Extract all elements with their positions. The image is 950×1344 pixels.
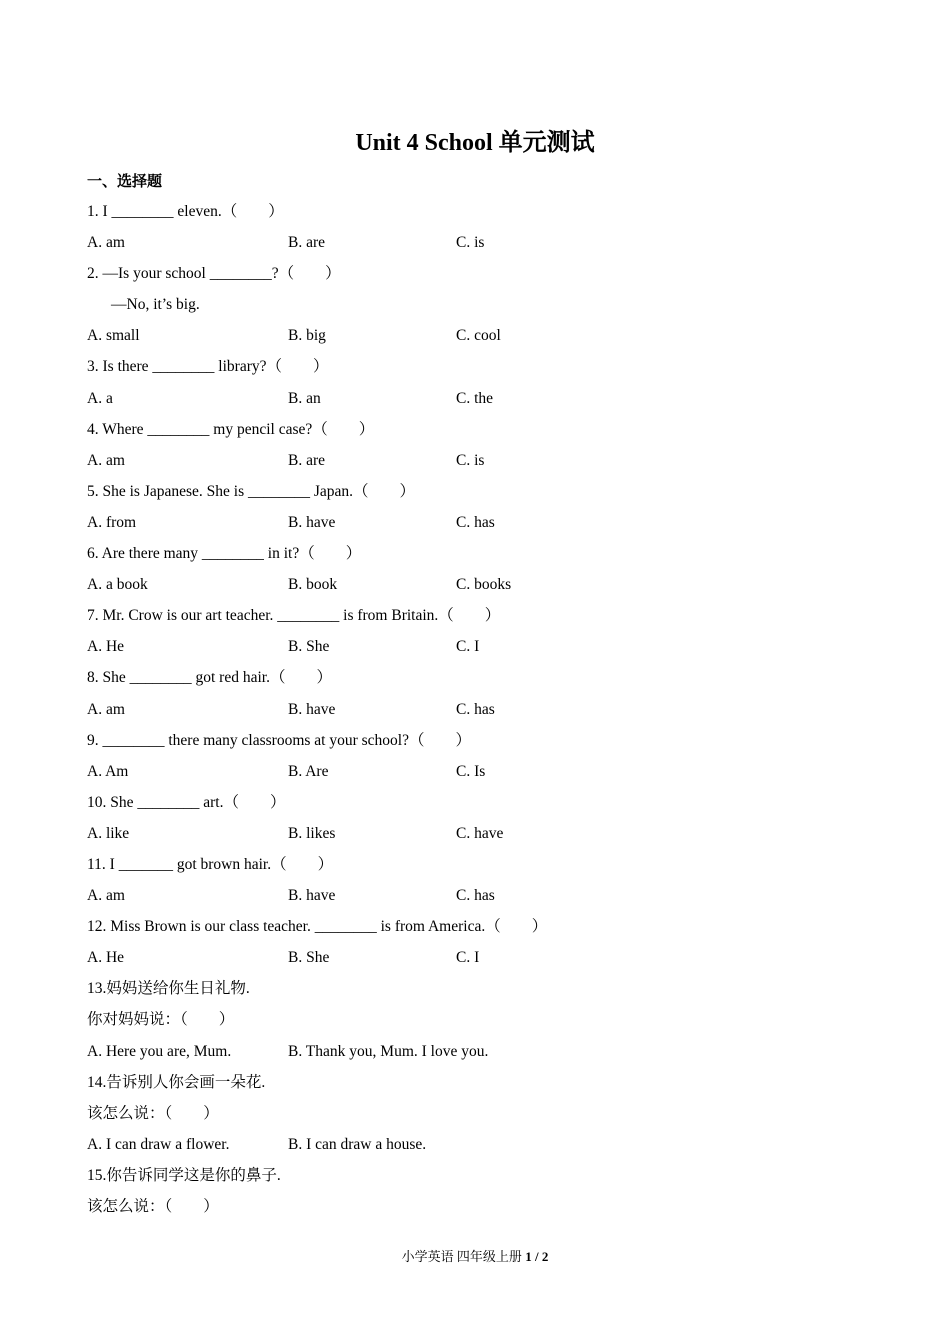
question-stem: 3. Is there ________ library?（ ） xyxy=(87,358,329,376)
question-stem: 14.告诉别人你会画一朵花. xyxy=(87,1073,266,1091)
answer-option-c: C. the xyxy=(456,389,494,407)
answer-option-a: A. a xyxy=(87,389,113,407)
answer-option-c: C. has xyxy=(456,700,495,718)
answer-option-a: A. am xyxy=(87,451,125,469)
answer-option-c: C. has xyxy=(456,513,495,531)
answer-option-b: B. likes xyxy=(288,824,336,842)
answer-option-b: B. have xyxy=(288,887,336,905)
answer-option-a: A. am xyxy=(87,234,125,252)
answer-option-c: C. is xyxy=(456,234,485,252)
answer-option-c: C. has xyxy=(456,887,495,905)
answer-option-a: A. am xyxy=(87,887,125,905)
answer-options xyxy=(87,1133,887,1164)
answer-option-b: B. She xyxy=(288,638,330,656)
page-footer xyxy=(0,1246,950,1265)
question-stem: 9. ________ there many classrooms at your school?（ ） xyxy=(87,731,471,749)
answer-option-b: B. She xyxy=(288,949,330,967)
answer-options xyxy=(87,698,887,729)
answer-options xyxy=(87,884,887,915)
answer-options xyxy=(87,822,887,853)
footer-text: 小学英语 四年级上册 xyxy=(401,1249,522,1264)
question-stem: 2. —Is your school ________?（ ） xyxy=(87,265,341,283)
question-prompt: 你对妈妈说：（ ） xyxy=(87,1011,235,1029)
answer-option-b: B. big xyxy=(288,327,326,345)
answer-option-a: A. Here you are, Mum. xyxy=(87,1042,232,1060)
answer-option-a: A. He xyxy=(87,949,125,967)
answer-option-c: C. books xyxy=(456,576,512,594)
answer-options xyxy=(87,760,887,791)
answer-option-b: B. I can draw a house. xyxy=(288,1135,427,1153)
answer-option-c: C. Is xyxy=(456,762,486,780)
section-heading: 一、选择题 xyxy=(87,174,163,190)
question-stem: 6. Are there many ________ in it?（ ） xyxy=(87,545,362,563)
question-stem: 1. I ________ eleven.（ ） xyxy=(87,203,284,220)
question-prompt: 该怎么说：（ ） xyxy=(87,1198,219,1215)
question-list xyxy=(87,200,887,1226)
question-stem: 5. She is Japanese. She is ________ Japan.（ ） xyxy=(87,482,416,500)
answer-option-c: C. cool xyxy=(456,327,501,345)
answer-option-a: A. I can draw a flower. xyxy=(87,1135,230,1153)
answer-options xyxy=(87,511,887,542)
question-stem: 11. I _______ got brown hair.（ ） xyxy=(87,855,334,873)
question-stem: 10. She ________ art.（ ） xyxy=(87,793,286,811)
question-prompt: —No, it’s big. xyxy=(111,296,200,314)
answer-option-b: B. an xyxy=(288,389,321,407)
answer-option-b: B. Thank you, Mum. I love you. xyxy=(288,1042,489,1060)
answer-option-a: A. a book xyxy=(87,576,148,594)
answer-options xyxy=(87,387,887,418)
page-title: Unit 4 School 单元测试 xyxy=(355,130,595,156)
footer-page-number: 1 xyxy=(525,1249,532,1264)
answer-option-b: B. Are xyxy=(288,762,329,780)
answer-options xyxy=(87,635,887,666)
answer-options xyxy=(87,1040,887,1071)
answer-option-b: B. are xyxy=(288,234,326,252)
answer-option-a: A. from xyxy=(87,513,137,531)
question-stem: 4. Where ________ my pencil case?（ ） xyxy=(87,420,375,438)
answer-option-b: B. have xyxy=(288,700,336,718)
question-stem: 15.你告诉同学这是你的鼻子. xyxy=(87,1166,281,1184)
answer-option-c: C. have xyxy=(456,824,504,842)
answer-option-a: A. He xyxy=(87,638,125,656)
answer-option-c: C. I xyxy=(456,638,480,656)
answer-option-b: B. are xyxy=(288,451,326,469)
question-prompt: 该怎么说：（ ） xyxy=(87,1104,219,1122)
answer-option-a: A. Am xyxy=(87,762,129,780)
answer-options xyxy=(87,324,887,355)
answer-option-c: C. I xyxy=(456,949,480,967)
answer-options xyxy=(87,231,887,262)
answer-options xyxy=(87,946,887,977)
question-stem: 12. Miss Brown is our class teacher. ________ is from America.（ ） xyxy=(87,918,548,936)
answer-option-a: A. am xyxy=(87,700,125,718)
answer-options xyxy=(87,449,887,480)
footer-total-pages: 2 xyxy=(541,1249,549,1264)
answer-option-a: A. small xyxy=(87,327,140,345)
answer-option-b: B. have xyxy=(288,513,336,531)
answer-options xyxy=(87,573,887,604)
answer-option-b: B. book xyxy=(288,576,338,594)
answer-option-c: C. is xyxy=(456,451,485,469)
answer-option-a: A. like xyxy=(87,824,130,842)
question-stem: 13.妈妈送给你生日礼物. xyxy=(87,980,250,998)
question-stem: 8. She ________ got red hair.（ ） xyxy=(87,669,332,687)
footer-separator: / xyxy=(531,1249,542,1264)
question-stem: 7. Mr. Crow is our art teacher. ________ is from Britain.（ ） xyxy=(87,607,501,625)
